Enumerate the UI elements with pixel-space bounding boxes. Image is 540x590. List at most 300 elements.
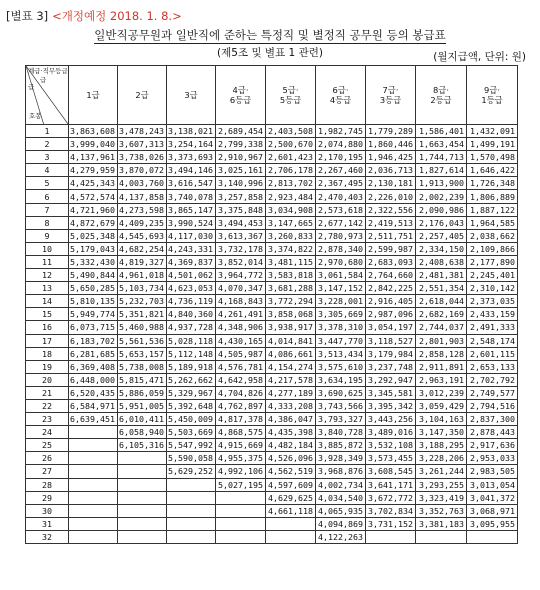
table-row [26, 478, 518, 491]
salary-cell: 6,448,000 [69, 373, 118, 386]
salary-cell: 4,736,119 [167, 295, 216, 308]
salary-cell [69, 439, 118, 452]
salary-cell [69, 504, 118, 517]
salary-cell [366, 530, 416, 543]
table-row [26, 308, 518, 321]
salary-cell: 2,983,505 [467, 465, 518, 478]
step-number-cell: 23 [26, 413, 69, 426]
table-row [26, 530, 518, 543]
column-header: 1급 [69, 66, 118, 125]
salary-cell: 4,273,598 [118, 203, 167, 216]
step-number-cell: 29 [26, 491, 69, 504]
salary-cell: 3,793,327 [316, 413, 366, 426]
step-number-cell: 24 [26, 426, 69, 439]
table-row [26, 347, 518, 360]
step-number-cell: 30 [26, 504, 69, 517]
table-row [26, 321, 518, 334]
salary-cell: 4,817,378 [216, 413, 266, 426]
salary-cell: 2,813,702 [266, 177, 316, 190]
table-row [26, 504, 518, 517]
salary-cell: 4,872,679 [69, 216, 118, 229]
salary-cell: 3,147,665 [266, 216, 316, 229]
salary-cell: 3,964,772 [216, 269, 266, 282]
salary-cell: 2,987,096 [366, 308, 416, 321]
salary-cell: 3,608,545 [366, 465, 416, 478]
salary-cell: 3,634,195 [316, 373, 366, 386]
salary-cell: 5,025,348 [69, 229, 118, 242]
salary-cell: 4,034,540 [316, 491, 366, 504]
salary-cell: 3,740,078 [167, 190, 216, 203]
salary-cell: 4,721,960 [69, 203, 118, 216]
salary-cell: 3,573,455 [366, 452, 416, 465]
salary-cell: 3,118,527 [366, 334, 416, 347]
salary-cell: 3,059,429 [416, 399, 467, 412]
corner-label-right: 급 [40, 76, 47, 84]
salary-cell: 5,810,135 [69, 295, 118, 308]
salary-cell: 5,028,118 [167, 334, 216, 347]
salary-cell: 2,653,133 [467, 360, 518, 373]
salary-cell: 5,590,058 [167, 452, 216, 465]
salary-cell [167, 504, 216, 517]
salary-cell: 2,038,662 [467, 229, 518, 242]
salary-cell: 1,827,614 [416, 164, 467, 177]
salary-cell: 6,073,715 [69, 321, 118, 334]
salary-cell: 2,419,513 [366, 216, 416, 229]
salary-cell [167, 478, 216, 491]
salary-cell: 3,478,243 [118, 125, 167, 138]
salary-cell: 5,629,252 [167, 465, 216, 478]
salary-cell: 5,027,195 [216, 478, 266, 491]
salary-cell: 4,154,274 [266, 360, 316, 373]
salary-cell: 2,677,142 [316, 216, 366, 229]
salary-cell: 4,430,165 [216, 334, 266, 347]
salary-cell: 4,086,661 [266, 347, 316, 360]
table-row [26, 216, 518, 229]
salary-cell: 4,597,609 [266, 478, 316, 491]
salary-cell: 3,013,054 [467, 478, 518, 491]
step-number-cell: 22 [26, 399, 69, 412]
step-number-cell: 27 [26, 465, 69, 478]
salary-cell: 3,513,434 [316, 347, 366, 360]
salary-cell [118, 465, 167, 478]
salary-cell: 5,112,148 [167, 347, 216, 360]
step-number-cell: 5 [26, 177, 69, 190]
salary-cell: 4,704,826 [216, 386, 266, 399]
salary-cell: 3,179,984 [366, 347, 416, 360]
salary-cell: 4,425,343 [69, 177, 118, 190]
salary-cell: 4,122,263 [316, 530, 366, 543]
salary-cell: 3,054,197 [366, 321, 416, 334]
column-header: 3급 [167, 66, 216, 125]
salary-cell: 4,369,837 [167, 255, 216, 268]
salary-cell: 2,917,636 [467, 439, 518, 452]
salary-cell: 4,545,693 [118, 229, 167, 242]
salary-cell: 5,262,662 [167, 373, 216, 386]
salary-cell: 4,526,096 [266, 452, 316, 465]
salary-cell: 3,237,748 [366, 360, 416, 373]
salary-cell: 1,779,289 [366, 125, 416, 138]
salary-cell: 3,999,040 [69, 138, 118, 151]
salary-cell: 3,690,625 [316, 386, 366, 399]
step-number-cell: 1 [26, 125, 69, 138]
salary-cell: 2,801,903 [416, 334, 467, 347]
salary-cell: 4,409,235 [118, 216, 167, 229]
salary-cell: 2,618,044 [416, 295, 467, 308]
salary-cell: 6,584,971 [69, 399, 118, 412]
salary-cell: 3,968,876 [316, 465, 366, 478]
step-number-cell: 7 [26, 203, 69, 216]
salary-cell: 3,138,021 [167, 125, 216, 138]
salary-cell: 6,520,435 [69, 386, 118, 399]
salary-cell [167, 530, 216, 543]
salary-cell: 3,613,367 [216, 229, 266, 242]
salary-cell: 3,305,669 [316, 308, 366, 321]
salary-cell: 2,923,484 [266, 190, 316, 203]
salary-cell: 4,505,987 [216, 347, 266, 360]
salary-cell: 2,689,454 [216, 125, 266, 138]
salary-cell: 6,058,940 [118, 426, 167, 439]
salary-cell: 4,435,398 [266, 426, 316, 439]
salary-cell: 2,764,660 [366, 269, 416, 282]
salary-cell: 2,953,033 [467, 452, 518, 465]
salary-cell: 1,586,401 [416, 125, 467, 138]
column-header: 6급· 4등급 [316, 66, 366, 125]
table-row [26, 452, 518, 465]
salary-cell: 2,794,516 [467, 399, 518, 412]
salary-cell: 6,105,316 [118, 439, 167, 452]
salary-cell: 4,065,935 [316, 504, 366, 517]
table-row [26, 269, 518, 282]
step-number-cell: 15 [26, 308, 69, 321]
corner-label-mid: 급 [28, 83, 35, 91]
salary-cell: 2,911,891 [416, 360, 467, 373]
salary-cell: 1,946,425 [366, 151, 416, 164]
salary-cell: 5,232,703 [118, 295, 167, 308]
table-row [26, 229, 518, 242]
salary-cell: 2,683,093 [366, 255, 416, 268]
salary-cell: 3,489,016 [366, 426, 416, 439]
salary-cell: 3,068,971 [467, 504, 518, 517]
salary-cell: 1,744,713 [416, 151, 467, 164]
salary-cell [69, 465, 118, 478]
salary-cell: 5,738,008 [118, 360, 167, 373]
salary-cell: 2,916,405 [366, 295, 416, 308]
salary-cell: 3,731,152 [366, 517, 416, 530]
step-number-cell: 12 [26, 269, 69, 282]
salary-cell [69, 452, 118, 465]
salary-cell: 3,041,372 [467, 491, 518, 504]
salary-cell: 2,002,239 [416, 190, 467, 203]
salary-cell [69, 491, 118, 504]
step-number-cell: 6 [26, 190, 69, 203]
step-number-cell: 10 [26, 242, 69, 255]
salary-cell: 3,870,072 [118, 164, 167, 177]
pay-scale-table [25, 65, 518, 544]
salary-cell: 1,964,585 [467, 216, 518, 229]
salary-cell: 3,147,350 [416, 426, 467, 439]
salary-cell: 4,094,869 [316, 517, 366, 530]
salary-cell: 1,806,889 [467, 190, 518, 203]
salary-cell: 3,607,313 [118, 138, 167, 151]
salary-cell [118, 517, 167, 530]
salary-cell: 4,137,961 [69, 151, 118, 164]
salary-cell: 1,726,348 [467, 177, 518, 190]
salary-cell: 2,245,401 [467, 269, 518, 282]
salary-cell: 4,642,958 [216, 373, 266, 386]
salary-cell: 6,369,408 [69, 360, 118, 373]
salary-cell: 3,104,163 [416, 413, 467, 426]
salary-cell [266, 530, 316, 543]
salary-cell: 2,403,508 [266, 125, 316, 138]
salary-cell: 5,650,285 [69, 282, 118, 295]
salary-cell: 4,501,062 [167, 269, 216, 282]
salary-cell [118, 452, 167, 465]
salary-cell: 3,840,728 [316, 426, 366, 439]
salary-cell: 3,865,147 [167, 203, 216, 216]
salary-cell: 5,951,005 [118, 399, 167, 412]
salary-cell [69, 478, 118, 491]
salary-cell: 5,329,967 [167, 386, 216, 399]
salary-cell: 2,177,890 [467, 255, 518, 268]
step-number-cell: 3 [26, 151, 69, 164]
salary-cell: 3,381,183 [416, 517, 467, 530]
table-row [26, 282, 518, 295]
document-subtitle: (제5조 및 별표 1 관련) [217, 47, 323, 59]
salary-cell: 2,573,618 [316, 203, 366, 216]
salary-cell: 1,646,422 [467, 164, 518, 177]
column-header: 9급· 1등급 [467, 66, 518, 125]
salary-cell: 2,744,037 [416, 321, 467, 334]
step-number-cell: 4 [26, 164, 69, 177]
salary-cell: 3,395,342 [366, 399, 416, 412]
salary-cell: 5,653,157 [118, 347, 167, 360]
table-row [26, 151, 518, 164]
salary-cell: 5,490,844 [69, 269, 118, 282]
salary-cell: 2,837,300 [467, 413, 518, 426]
salary-cell: 2,842,225 [366, 282, 416, 295]
salary-cell: 4,261,491 [216, 308, 266, 321]
table-row [26, 203, 518, 216]
salary-cell: 3,852,014 [216, 255, 266, 268]
salary-cell: 2,334,150 [416, 242, 467, 255]
table-row [26, 242, 518, 255]
salary-cell: 2,470,403 [316, 190, 366, 203]
salary-cell: 2,373,035 [467, 295, 518, 308]
salary-cell: 3,863,608 [69, 125, 118, 138]
salary-cell: 3,583,818 [266, 269, 316, 282]
salary-cell: 2,601,115 [467, 347, 518, 360]
salary-cell: 3,228,001 [316, 295, 366, 308]
salary-cell: 4,576,781 [216, 360, 266, 373]
salary-cell [467, 530, 518, 543]
salary-cell: 2,491,333 [467, 321, 518, 334]
salary-cell: 2,090,986 [416, 203, 467, 216]
table-row [26, 399, 518, 412]
salary-cell: 2,257,405 [416, 229, 467, 242]
salary-cell: 4,482,184 [266, 439, 316, 452]
table-row [26, 190, 518, 203]
salary-cell: 2,130,181 [366, 177, 416, 190]
salary-cell [118, 491, 167, 504]
salary-cell: 4,629,625 [266, 491, 316, 504]
salary-cell: 5,179,043 [69, 242, 118, 255]
salary-cell: 3,061,584 [316, 269, 366, 282]
salary-cell: 2,963,191 [416, 373, 467, 386]
salary-cell: 4,623,053 [167, 282, 216, 295]
salary-cell: 2,367,495 [316, 177, 366, 190]
salary-cell: 2,682,169 [416, 308, 467, 321]
salary-cell: 2,408,638 [416, 255, 467, 268]
salary-cell: 2,170,195 [316, 151, 366, 164]
table-header-row [26, 66, 518, 125]
salary-cell: 2,548,174 [467, 334, 518, 347]
salary-cell: 4,840,360 [167, 308, 216, 321]
salary-cell: 5,450,009 [167, 413, 216, 426]
appendix-tag: [별표 3] [6, 9, 49, 23]
salary-cell: 5,886,059 [118, 386, 167, 399]
salary-cell: 4,117,030 [167, 229, 216, 242]
salary-cell: 2,310,142 [467, 282, 518, 295]
column-header: 7급· 3등급 [366, 66, 416, 125]
salary-cell [69, 530, 118, 543]
salary-cell: 3,034,908 [266, 203, 316, 216]
salary-cell: 1,432,091 [467, 125, 518, 138]
salary-cell: 3,095,955 [467, 517, 518, 530]
column-header: 5급· 5등급 [266, 66, 316, 125]
salary-cell: 2,322,556 [366, 203, 416, 216]
salary-cell: 5,103,734 [118, 282, 167, 295]
salary-cell: 3,672,772 [366, 491, 416, 504]
salary-cell: 3,641,171 [366, 478, 416, 491]
step-number-cell: 20 [26, 373, 69, 386]
step-number-cell: 32 [26, 530, 69, 543]
salary-cell: 5,949,774 [69, 308, 118, 321]
salary-cell: 2,500,670 [266, 138, 316, 151]
salary-cell: 4,955,375 [216, 452, 266, 465]
salary-cell [266, 517, 316, 530]
salary-cell: 3,575,610 [316, 360, 366, 373]
table-row [26, 334, 518, 347]
salary-cell: 1,913,900 [416, 177, 467, 190]
table-row [26, 373, 518, 386]
salary-cell: 3,702,834 [366, 504, 416, 517]
salary-cell: 1,982,745 [316, 125, 366, 138]
step-number-cell: 8 [26, 216, 69, 229]
salary-cell: 5,503,669 [167, 426, 216, 439]
salary-cell: 3,257,858 [216, 190, 266, 203]
step-number-cell: 17 [26, 334, 69, 347]
salary-cell [69, 426, 118, 439]
step-number-cell: 19 [26, 360, 69, 373]
table-row [26, 517, 518, 530]
salary-cell: 2,878,443 [467, 426, 518, 439]
salary-cell: 6,010,411 [118, 413, 167, 426]
salary-cell: 3,254,164 [167, 138, 216, 151]
salary-cell: 3,772,294 [266, 295, 316, 308]
step-number-cell: 28 [26, 478, 69, 491]
salary-cell: 3,681,288 [266, 282, 316, 295]
step-number-cell: 2 [26, 138, 69, 151]
salary-cell: 2,551,354 [416, 282, 467, 295]
salary-cell: 3,352,763 [416, 504, 467, 517]
salary-cell: 3,012,239 [416, 386, 467, 399]
salary-cell: 3,293,255 [416, 478, 467, 491]
column-header: 8급· 2등급 [416, 66, 467, 125]
step-number-cell: 16 [26, 321, 69, 334]
step-number-cell: 26 [26, 452, 69, 465]
salary-cell: 3,532,108 [366, 439, 416, 452]
salary-cell: 5,547,992 [167, 439, 216, 452]
salary-cell: 4,217,578 [266, 373, 316, 386]
salary-cell: 3,443,256 [366, 413, 416, 426]
salary-cell: 4,992,106 [216, 465, 266, 478]
salary-cell: 4,386,047 [266, 413, 316, 426]
step-number-cell: 25 [26, 439, 69, 452]
table-row [26, 177, 518, 190]
salary-cell: 2,599,987 [366, 242, 416, 255]
salary-cell: 4,348,906 [216, 321, 266, 334]
salary-cell: 5,332,430 [69, 255, 118, 268]
salary-cell: 2,481,381 [416, 269, 467, 282]
salary-cell: 4,961,018 [118, 269, 167, 282]
salary-cell: 4,014,841 [266, 334, 316, 347]
salary-cell: 3,447,770 [316, 334, 366, 347]
salary-cell [118, 530, 167, 543]
document-title [0, 27, 540, 43]
salary-cell: 5,561,536 [118, 334, 167, 347]
salary-cell: 3,323,419 [416, 491, 467, 504]
salary-cell [118, 478, 167, 491]
salary-cell: 4,915,669 [216, 439, 266, 452]
salary-cell: 2,910,967 [216, 151, 266, 164]
salary-cell: 3,375,848 [216, 203, 266, 216]
salary-cell: 4,572,574 [69, 190, 118, 203]
salary-cell: 5,460,988 [118, 321, 167, 334]
salary-cell [216, 491, 266, 504]
revision-note: <개정예정 2018. 1. 8.> [52, 9, 182, 23]
salary-cell: 2,267,460 [316, 164, 366, 177]
salary-cell: 1,887,122 [467, 203, 518, 216]
salary-cell: 3,378,310 [316, 321, 366, 334]
salary-cell: 2,799,338 [216, 138, 266, 151]
salary-cell: 2,176,043 [416, 216, 467, 229]
salary-cell: 2,702,792 [467, 373, 518, 386]
salary-cell: 2,749,577 [467, 386, 518, 399]
table-row [26, 138, 518, 151]
document-header-line [6, 8, 182, 24]
salary-cell [69, 517, 118, 530]
table-row [26, 295, 518, 308]
step-number-cell: 14 [26, 295, 69, 308]
salary-cell: 4,003,760 [118, 177, 167, 190]
unit-note: (월지급액, 단위: 원) [433, 51, 526, 63]
salary-cell: 3,260,833 [266, 229, 316, 242]
salary-cell: 3,738,026 [118, 151, 167, 164]
salary-cell: 3,494,453 [216, 216, 266, 229]
salary-cell: 5,392,648 [167, 399, 216, 412]
salary-cell: 3,292,947 [366, 373, 416, 386]
salary-cell: 3,732,178 [216, 242, 266, 255]
salary-cell: 3,374,822 [266, 242, 316, 255]
salary-cell: 3,345,581 [366, 386, 416, 399]
salary-cell: 3,938,917 [266, 321, 316, 334]
salary-cell: 4,137,858 [118, 190, 167, 203]
salary-cell: 4,682,254 [118, 242, 167, 255]
salary-cell: 4,277,189 [266, 386, 316, 399]
salary-cell: 3,494,146 [167, 164, 216, 177]
salary-cell: 3,228,206 [416, 452, 467, 465]
step-number-cell: 31 [26, 517, 69, 530]
